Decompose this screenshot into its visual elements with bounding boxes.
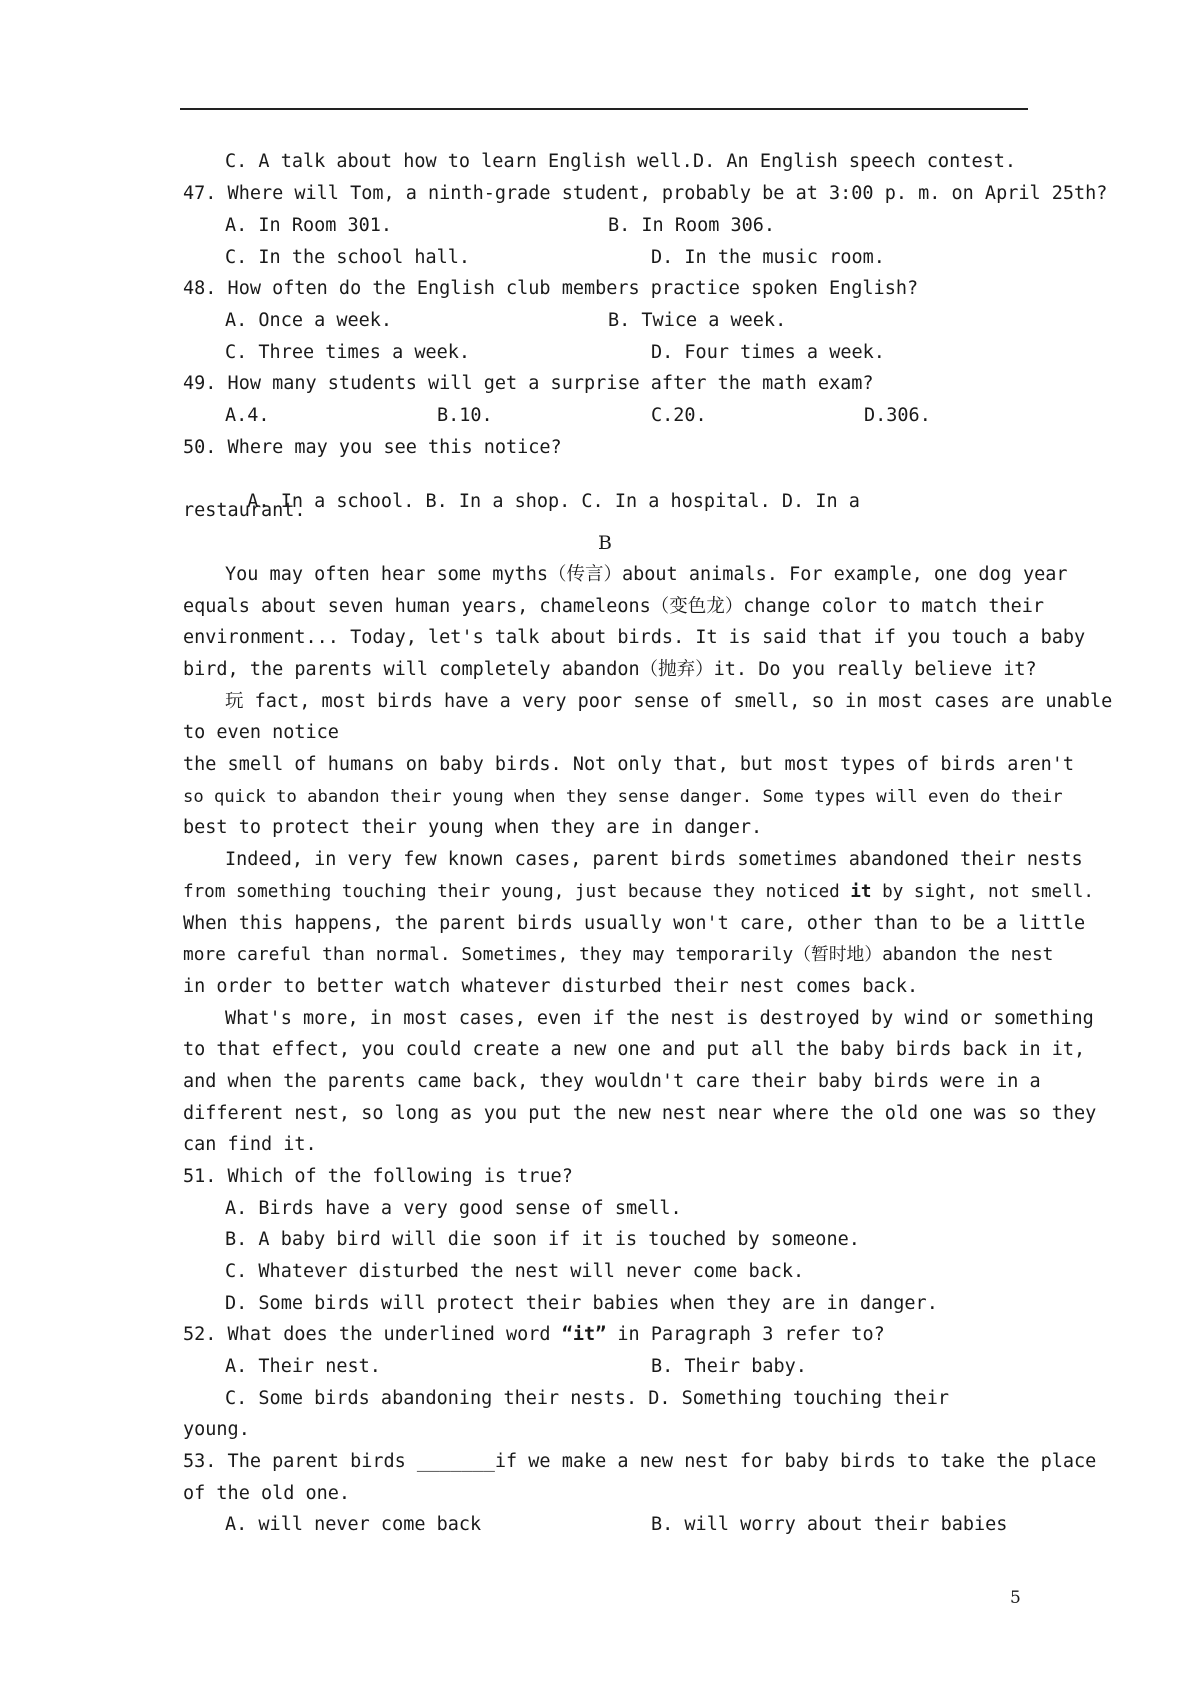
passage-line: environment... Today, let's talk about birds. It is said that if you touch a baby (183, 627, 1086, 648)
q51-option-d: D. Some birds will protect their babies when they are in danger. (225, 1293, 938, 1314)
passage-line: to even notice (183, 722, 339, 743)
q52-option-b: B. Their baby. (651, 1356, 807, 1377)
q53-option-b: B. will worry about their babies (651, 1514, 1008, 1535)
passage-line: bird, the parents will completely abandon（抛弃）it. Do you really believe it? (183, 659, 1037, 680)
passage-line: can find it. (183, 1134, 317, 1155)
passage-line: 玩 fact, most birds have a very poor sense of smell, so in most cases are unable (225, 691, 1113, 712)
q49-option-c: C.20. (651, 405, 707, 426)
passage-line: to that effect, you could create a new one and put all the baby birds back in it, (183, 1039, 1086, 1060)
q52-stem (183, 1324, 885, 1346)
passage-text: by sight, not smell. (871, 882, 1094, 902)
passage-line: best to protect their young when they are in danger. (183, 817, 763, 838)
q51-option-a: A. Birds have a very good sense of smell. (225, 1198, 682, 1219)
q52-stem-text: in Paragraph 3 refer to? (606, 1324, 885, 1345)
q52-option-a: A. Their nest. (225, 1356, 381, 1377)
passage-line: in order to better watch whatever disturbed their nest comes back. (183, 976, 919, 997)
page-number: 5 (1010, 1588, 1021, 1608)
q50-options-cont: restaurant. (183, 500, 306, 521)
q47-stem: 47. Where will Tom, a ninth-grade student, probably be at 3:00 p. m. on April 25th? (183, 183, 1108, 204)
underlined-word-it: it (850, 882, 872, 902)
header-rule (180, 108, 1028, 110)
section-b-heading: B (598, 532, 612, 554)
passage-line: the smell of humans on baby birds. Not only that, but most types of birds aren't (183, 754, 1075, 775)
q50-options (225, 469, 1050, 513)
passage-line: so quick to abandon their young when they sense danger. Some types will even do their (183, 787, 1063, 807)
q47-option-b: B. In Room 306. (608, 215, 776, 236)
passage-line: more careful than normal. Sometimes, they may temporarily（暂时地）abandon the nest (183, 944, 1054, 965)
passage-line-with-underlined-word (183, 881, 1094, 903)
q50-stem: 50. Where may you see this notice? (183, 437, 562, 458)
q49-stem: 49. How many students will get a surprise after the math exam? (183, 373, 874, 394)
passage-line: and when the parents came back, they wouldn't care their baby birds were in a (183, 1071, 1041, 1092)
q48-option-a: A. Once a week. (225, 310, 393, 331)
q48-option-b: B. Twice a week. (608, 310, 787, 331)
q49-option-a: A.4. (225, 405, 270, 426)
q46-option-c: C. A talk about how to learn English well. (225, 151, 693, 172)
q49-option-b: B.10. (437, 405, 493, 426)
q46-option-d: D. An English speech contest. (693, 151, 1017, 172)
q47-option-c: C. In the school hall. (225, 247, 471, 268)
q53-option-a: A. will never come back (225, 1514, 482, 1535)
q53-stem: 53. The parent birds _______if we make a new nest for baby birds to take the place (183, 1451, 1097, 1472)
passage-line: What's more, in most cases, even if the nest is destroyed by wind or something (225, 1008, 1094, 1029)
passage-text: from something touching their young, just because they noticed (183, 882, 851, 902)
q51-option-b: B. A baby bird will die soon if it is touched by someone. (225, 1229, 860, 1250)
passage-line: Indeed, in very few known cases, parent birds sometimes abandoned their nests (225, 849, 1083, 870)
q53-stem-cont: of the old one. (183, 1483, 351, 1504)
q48-stem: 48. How often do the English club members practice spoken English? (183, 278, 919, 299)
passage-line: When this happens, the parent birds usually won't care, other than to be a little (183, 913, 1086, 934)
q51-stem: 51. Which of the following is true? (183, 1166, 573, 1187)
q48-option-d: D. Four times a week. (651, 342, 885, 363)
passage-line: You may often hear some myths（传言）about animals. For example, one dog year (225, 564, 1068, 585)
passage-line: equals about seven human years, chameleons（变色龙）change color to match their (183, 596, 1045, 617)
q52-stem-text: 52. What does the underlined word (183, 1324, 562, 1345)
q47-option-d: D. In the music room. (651, 247, 885, 268)
q51-option-c: C. Whatever disturbed the nest will never come back. (225, 1261, 805, 1282)
q52-options-cont: young. (183, 1419, 250, 1440)
q50-options-line: A. In a school. B. In a shop. C. In a hospital. D. In a (247, 491, 860, 512)
q47-option-a: A. In Room 301. (225, 215, 393, 236)
q48-option-c: C. Three times a week. (225, 342, 471, 363)
q52-quoted-word: “it” (561, 1324, 607, 1345)
q52-options-cd: C. Some birds abandoning their nests. D. Something touching their (225, 1388, 949, 1409)
passage-line: different nest, so long as you put the new nest near where the old one was so they (183, 1103, 1097, 1124)
q49-option-d: D.306. (864, 405, 931, 426)
